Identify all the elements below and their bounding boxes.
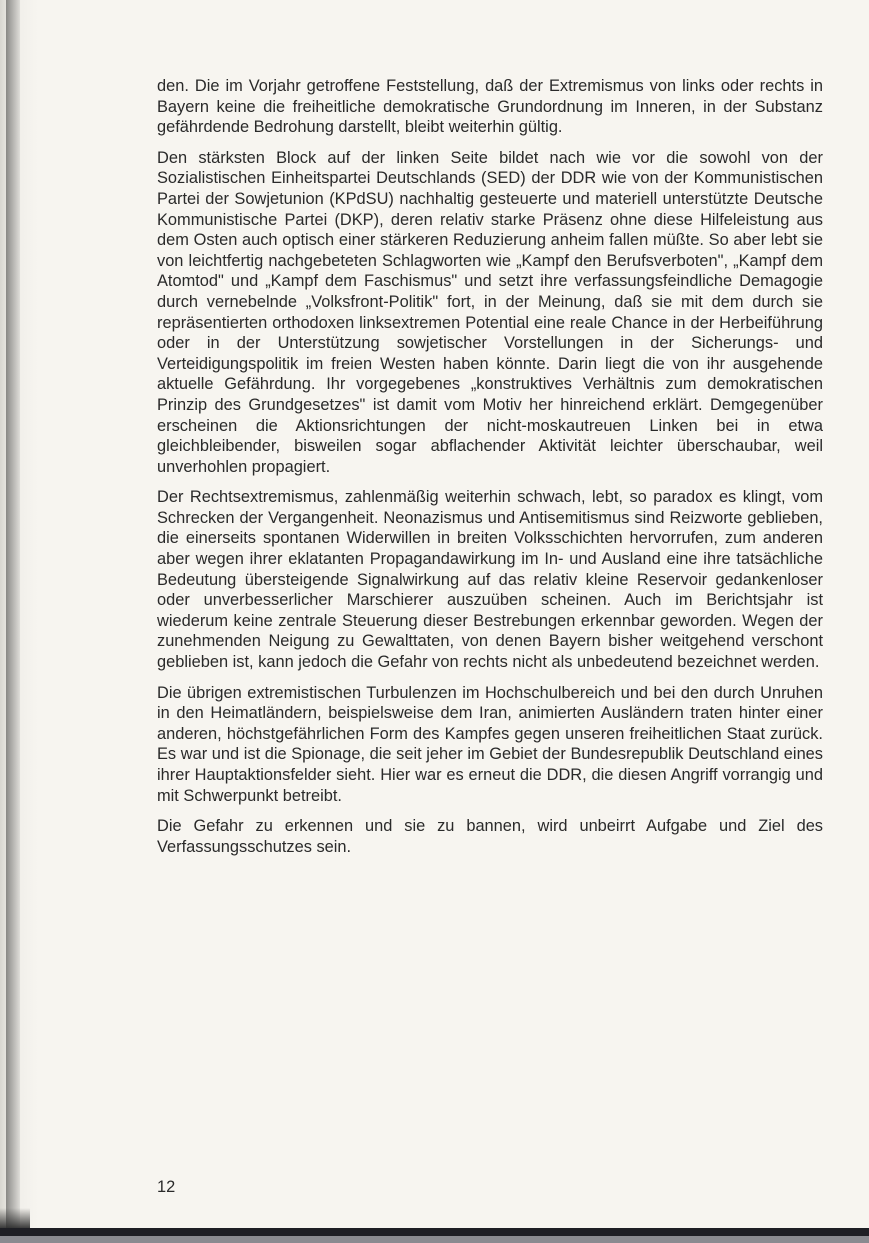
page-number: 12 [157,1178,176,1196]
paragraph-conclusion: Die Gefahr zu erkennen und sie zu bannen, wird unbeirrt Aufgabe und Ziel des Verfassungsschutzes sein. [157,817,823,856]
binding-spine-mark [6,0,20,1243]
bottom-edge-band [0,1228,869,1236]
paragraph-continuation: den. Die im Vorjahr getroffene Feststellung, daß der Extremismus von links oder rechts in Bayern keine die freiheitliche demokratische Grundordnung im Inneren, in der Substanz gefährdende Bedrohung darstellt, bleibt weiterhin gültig. [157,77,823,137]
paragraph-espionage: Die übrigen extremistischen Turbulenzen im Hochschulbereich und bei den durch Unruhen in den Heimatländern, beispielsweise dem Iran, animierten Ausländern traten hinter einer anderen, höchstgefährlichen Form des Kampfes gegen unseren freiheitlichen Staat zurück. Es war und ist die Spionage, die seit jeher im Gebiet der Bundesrepublik Deutschland eines ihrer Hauptaktionsfelder sieht. Hier war es erneut die DDR, die diesen Angriff vorrangig und mit Schwerpunkt betreibt. [157,683,823,805]
bottom-corner-shadow [0,1208,30,1230]
paragraph-right-extremism: Der Rechtsextremismus, zahlenmäßig weiterhin schwach, lebt, so paradox es klingt, vom Schrecken der Vergangenheit. Neonazismus und Antisemitismus sind Reizworte geblieben, die einerseits spontanen Widerwillen in breiten Volksschichten hervorrufen, zum anderen aber wegen ihrer eklatanten Propagandawirkung im In- und Ausland eine ihre tatsächliche Bedeutung übersteigende Signalwirkung auf das relativ kleine Reservoir gedankenloser oder unverbesserlicher Marschierer auszuüben scheinen. Auch im Berichtsjahr ist wiederum keine zentrale Steuerung dieser Bestrebungen erkennbar geworden. Wegen der zunehmenden Neigung zu Gewalttaten, von denen Bayern bisher weitgehend verschont geblieben ist, kann jedoch die Gefahr von rechts nicht als unbedeutend bezeichnet werden. [157,488,823,672]
body-text [157,76,823,867]
bottom-edge-strip [0,1236,869,1243]
paragraph-left-extremism: Den stärksten Block auf der linken Seite bildet nach wie vor die sowohl von der Sozialistischen Einheitspartei Deutschlands (SED) der DDR wie von der Kommunistischen Partei der Sowjetunion (KPdSU) nachhaltig gesteuerte und materiell unterstützte Deutsche Kommunistische Partei (DKP), deren relativ starke Präsenz ohne diese Hilfeleistung aus dem Osten auch optisch einer stärkeren Reduzierung anheim fallen müßte. So aber lebt sie von leichtfertig nachgebeteten Schlagworten wie „Kampf den Berufsverboten", „Kampf dem Atomtod" und „Kampf dem Faschismus" und setzt ihre verfassungsfeindliche Demagogie durch vernebelnde „Volksfront-Politik" fort, in der Meinung, daß sie mit dem durch sie repräsentierten orthodoxen linksextremen Potential eine reale Chance in der Herbeiführung oder in der Unterstützung sowjetischer Vorstellungen in der Sicherungs- und Verteidigungspolitik im freien Westen haben könnte. Darin liegt die von ihr ausgehende aktuelle Gefährdung. Ihr vorgegebenes „konstruktives Verhältnis zum demokratischen Prinzip des Grundgesetzes" ist damit vom Motiv her hinreichend erklärt. Demgegenüber erscheinen die Aktionsrichtungen der nicht-moskautreuen Linken bei in etwa gleichbleibender, bisweilen sogar abflachender Aktivität leichter überschaubar, weil unverhohlen propagiert. [157,148,823,476]
